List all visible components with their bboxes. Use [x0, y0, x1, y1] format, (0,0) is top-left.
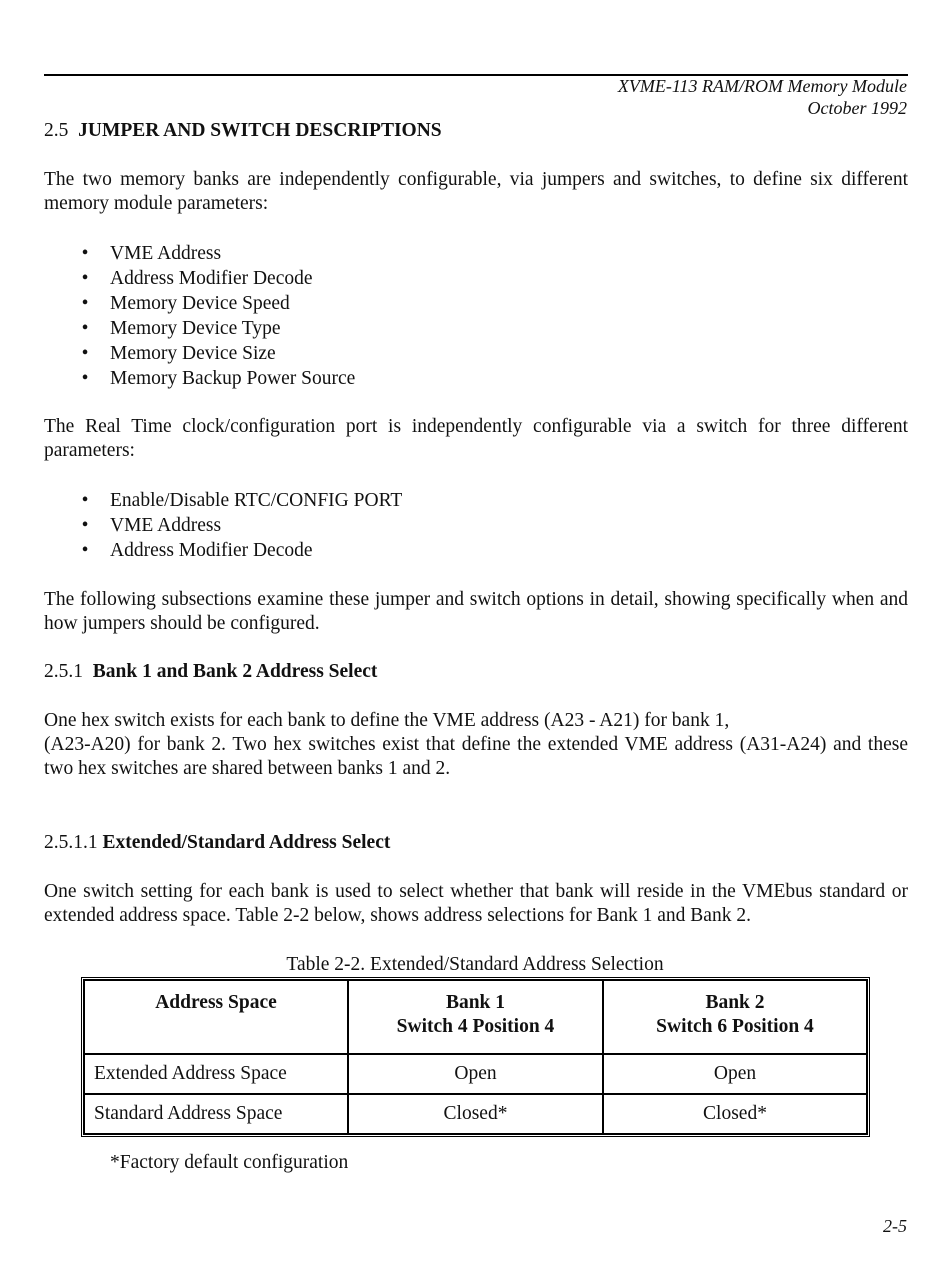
list-item: • Memory Device Type	[44, 316, 355, 341]
table-header-row	[84, 980, 867, 1054]
page-number: 2-5	[883, 1216, 907, 1236]
bullet-icon: •	[81, 490, 89, 511]
table-row	[84, 1054, 867, 1094]
subsection-heading	[44, 660, 377, 684]
table-caption: Table 2-2. Extended/Standard Address Selection	[286, 954, 664, 975]
bullet-icon: •	[81, 515, 89, 536]
subsection-para-rest: (A23-A20) for bank 2. Two hex switches exist that define the extended VME address (A31-A24) and these two hex switches are shared between banks 1 and 2.	[44, 734, 908, 779]
list-item: • Enable/Disable RTC/CONFIG PORT	[44, 488, 402, 513]
list-item: • Memory Device Speed	[44, 291, 355, 316]
header-address-space: Address Space	[84, 980, 348, 1054]
list-item: • VME Address	[44, 513, 402, 538]
bullet-icon: •	[81, 368, 89, 389]
subsection-title: Bank 1 and Bank 2 Address Select	[92, 661, 378, 682]
address-selection-table	[81, 977, 870, 1137]
table-row	[84, 1094, 867, 1134]
subsection-number: 2.5.1	[44, 661, 83, 682]
subsubsection-number: 2.5.1.1	[44, 832, 98, 853]
bullet-icon: •	[81, 268, 89, 289]
bullet-icon: •	[81, 343, 89, 364]
subsubsection-para: One switch setting for each bank is used to select whether that bank will reside in the VMEbus standard or extended address space. Table 2-2 below, shows address selections for Bank 1 and Bank 2.	[44, 881, 908, 926]
list-item: • Address Modifier Decode	[44, 538, 402, 563]
header-title: XVME-113 RAM/ROM Memory Module	[617, 76, 907, 96]
section-number: 2.5	[44, 120, 69, 141]
list-item: • Address Modifier Decode	[44, 266, 355, 291]
bullet-icon: •	[81, 293, 89, 314]
list-item: • Memory Device Size	[44, 341, 355, 366]
bullet-icon: •	[81, 243, 89, 264]
header-bank-1: Bank 1 Switch 4 Position 4	[348, 980, 603, 1054]
table-cell: Open	[348, 1054, 603, 1094]
section-heading	[44, 119, 442, 143]
section-intro: The two memory banks are independently configurable, via jumpers and switches, to define six different memory module parameters:	[44, 169, 908, 214]
bullet-icon: •	[81, 318, 89, 339]
rtc-intro: The Real Time clock/configuration port is independently configurable via a switch for three different parameters:	[44, 416, 908, 461]
header-bank-2: Bank 2 Switch 6 Position 4	[603, 980, 867, 1054]
subsection-para-line1: One hex switch exists for each bank to define the VME address (A23 - A21) for bank 1,	[44, 710, 730, 731]
table-cell: Extended Address Space	[84, 1054, 348, 1094]
table-cell: Closed*	[603, 1094, 867, 1134]
table-cell: Closed*	[348, 1094, 603, 1134]
list-item: • VME Address	[44, 241, 355, 266]
subsubsection-title: Extended/Standard Address Select	[102, 832, 391, 853]
bank-parameter-list	[44, 241, 355, 391]
following-paragraph: The following subsections examine these jumper and switch options in detail, showing specifically when and how jumpers should be configured.	[44, 589, 908, 634]
bullet-icon: •	[81, 540, 89, 561]
rtc-parameter-list	[44, 488, 402, 563]
table-cell: Open	[603, 1054, 867, 1094]
table-cell: Standard Address Space	[84, 1094, 348, 1134]
list-item: • Memory Backup Power Source	[44, 366, 355, 391]
subsubsection-heading	[44, 831, 390, 855]
header-date: October 1992	[807, 98, 907, 118]
footnote: *Factory default configuration	[110, 1152, 349, 1173]
section-title: JUMPER AND SWITCH DESCRIPTIONS	[78, 120, 442, 141]
